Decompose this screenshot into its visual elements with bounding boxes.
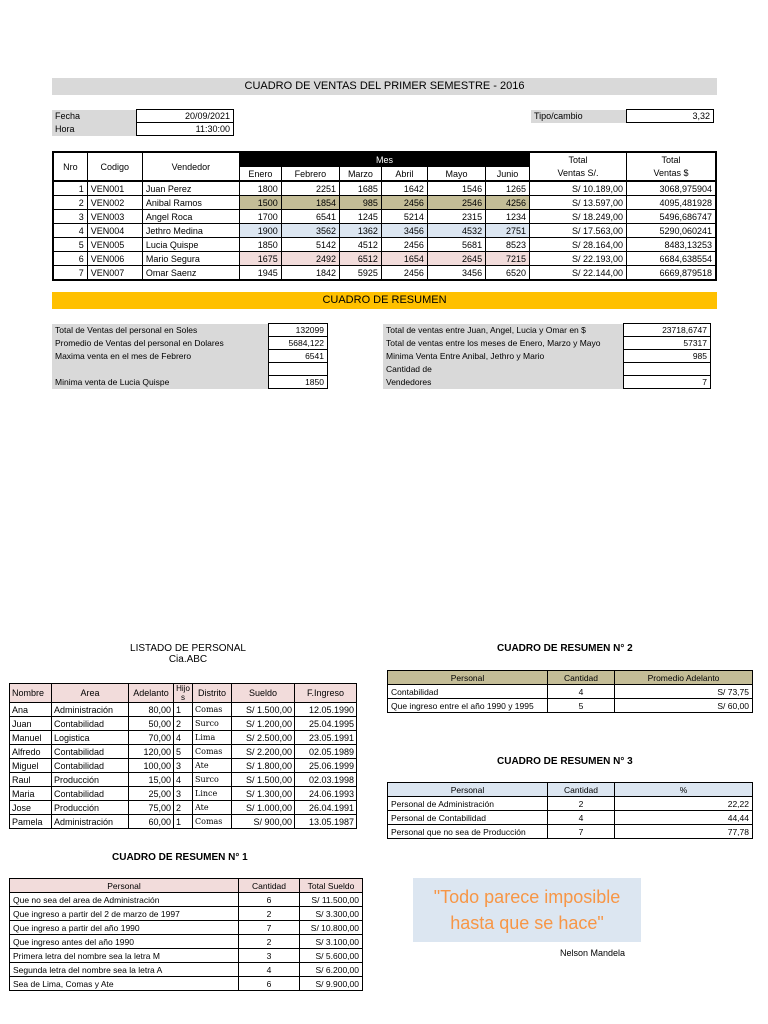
res1-row: [10, 977, 363, 991]
col-month: Febrero: [281, 167, 339, 182]
personal-cell: 25,00: [129, 787, 174, 801]
personal-cell: Miguel: [10, 759, 52, 773]
personal-header: Hijo s: [174, 684, 193, 703]
personal-cell: 50,00: [129, 717, 174, 731]
col-total-soles-top: Total: [530, 152, 627, 167]
personal-cell: S/ 1.200,00: [232, 717, 295, 731]
resumen-row: [52, 376, 328, 389]
res1-cell: S/ 9.900,00: [300, 977, 363, 991]
personal-row: [10, 815, 357, 829]
resumen-row: [52, 350, 328, 363]
personal-cell: 24.06.1993: [295, 787, 357, 801]
sales-table: [52, 151, 717, 281]
resumen-row: [52, 337, 328, 350]
col-month: Enero: [239, 167, 281, 182]
resumen-label: Total de Ventas del personal en Soles: [52, 324, 269, 337]
personal-cell: 1: [174, 703, 193, 717]
resumen-row: [383, 350, 711, 363]
resumen-value[interactable]: 1850: [269, 376, 328, 389]
sales-vendedor: Omar Saenz: [142, 266, 239, 281]
personal-cell: Lima: [193, 731, 232, 745]
resumen-value[interactable]: [624, 363, 711, 376]
personal-row: [10, 703, 357, 717]
personal-cell: Contabilidad: [52, 759, 129, 773]
res2-table: [387, 670, 753, 713]
res3-cell: 4: [548, 811, 615, 825]
res1-cell: Primera letra del nombre sea la letra M: [10, 949, 239, 963]
personal-cell: S/ 1.800,00: [232, 759, 295, 773]
sales-vendedor: Jethro Medina: [142, 224, 239, 238]
personal-cell: S/ 900,00: [232, 815, 295, 829]
sales-month-value: 4532: [427, 224, 485, 238]
res1-cell: Que ingreso a partir del 2 de marzo de 1997: [10, 907, 239, 921]
personal-header: Nombre: [10, 684, 52, 703]
res3-cell: Personal de Contabilidad: [388, 811, 548, 825]
personal-header: Distrito: [193, 684, 232, 703]
sales-total-dolares: 6684,638554: [627, 252, 716, 266]
quote-line-2: hasta que se hace": [450, 913, 604, 933]
res1-row: [10, 949, 363, 963]
res2-header: Promedio Adelanto: [615, 671, 753, 685]
resumen-value[interactable]: 985: [624, 350, 711, 363]
personal-row: [10, 801, 357, 815]
res1-cell: Que ingreso antes del año 1990: [10, 935, 239, 949]
tipo-cambio-block: [531, 109, 714, 123]
personal-row: [10, 787, 357, 801]
res1-row: [10, 921, 363, 935]
personal-cell: Juan: [10, 717, 52, 731]
personal-cell: Ate: [193, 759, 232, 773]
res3-cell: 22,22: [615, 797, 753, 811]
res1-cell: 6: [239, 893, 300, 907]
resumen-value[interactable]: [269, 363, 328, 376]
sales-vendedor: Anibal Ramos: [142, 196, 239, 210]
sales-month-value: 4256: [486, 196, 530, 210]
sales-row: [53, 181, 716, 196]
sales-row: [53, 238, 716, 252]
res1-cell: Que no sea del area de Administración: [10, 893, 239, 907]
resumen-label: [52, 363, 269, 376]
sales-vendedor: Lucia Quispe: [142, 238, 239, 252]
res1-cell: 3: [239, 949, 300, 963]
personal-cell: 120,00: [129, 745, 174, 759]
sales-month-value: 7215: [486, 252, 530, 266]
res2-header: Personal: [388, 671, 548, 685]
personal-cell: Comas: [193, 703, 232, 717]
sales-month-value: 1854: [281, 196, 339, 210]
sales-month-value: 985: [340, 196, 382, 210]
listado-title: [120, 643, 256, 665]
personal-cell: 13.05.1987: [295, 815, 357, 829]
sales-month-value: 2492: [281, 252, 339, 266]
sales-month-value: 1362: [340, 224, 382, 238]
res1-cell: S/ 5.600,00: [300, 949, 363, 963]
personal-cell: Administración: [52, 815, 129, 829]
fecha-label: Fecha: [52, 110, 137, 123]
personal-cell: S/ 1.300,00: [232, 787, 295, 801]
personal-header: F.Ingreso: [295, 684, 357, 703]
fecha-value[interactable]: 20/09/2021: [137, 110, 234, 123]
sales-month-value: 2456: [381, 196, 427, 210]
resumen-row: [383, 363, 711, 376]
personal-cell: 25.04.1995: [295, 717, 357, 731]
sales-month-value: 3456: [427, 266, 485, 281]
res3-cell: Personal que no sea de Producción: [388, 825, 548, 839]
sales-month-value: 1675: [239, 252, 281, 266]
personal-cell: Jose: [10, 801, 52, 815]
col-total-soles-bottom: Ventas S/.: [530, 167, 627, 182]
personal-cell: Lince: [193, 787, 232, 801]
personal-cell: 70,00: [129, 731, 174, 745]
personal-cell: Administración: [52, 703, 129, 717]
personal-cell: Alfredo: [10, 745, 52, 759]
res1-cell: 4: [239, 963, 300, 977]
sales-total-soles: S/ 28.164,00: [530, 238, 627, 252]
sales-total-dolares: 5290,060241: [627, 224, 716, 238]
personal-cell: Producción: [52, 773, 129, 787]
sales-total-soles: S/ 13.597,00: [530, 196, 627, 210]
sales-total-soles: S/ 10.189,00: [530, 181, 627, 196]
sales-month-value: 5925: [340, 266, 382, 281]
resumen-left: [52, 323, 328, 389]
personal-cell: Maria: [10, 787, 52, 801]
personal-cell: S/ 1.500,00: [232, 703, 295, 717]
sales-nro: 3: [53, 210, 87, 224]
sales-total-dolares: 8483,13253: [627, 238, 716, 252]
res3-title: CUADRO DE RESUMEN N° 3: [497, 756, 633, 767]
sales-vendedor: Juan Perez: [142, 181, 239, 196]
res3-row: [388, 825, 753, 839]
personal-cell: Ate: [193, 801, 232, 815]
sales-month-value: 5681: [427, 238, 485, 252]
sales-total-dolares: 6669,879518: [627, 266, 716, 281]
resumen-value[interactable]: 6541: [269, 350, 328, 363]
resumen-right: [383, 323, 711, 389]
resumen-row: [52, 363, 328, 376]
col-nro: Nro: [53, 152, 87, 181]
res1-row: [10, 963, 363, 977]
sales-month-value: 1900: [239, 224, 281, 238]
sales-month-value: 6512: [340, 252, 382, 266]
res3-cell: 77,78: [615, 825, 753, 839]
resumen-label: Total de ventas entre los meses de Enero, Marzo y Mayo: [383, 337, 624, 350]
res3-header: Cantidad: [548, 783, 615, 797]
res3-cell: 2: [548, 797, 615, 811]
personal-cell: 100,00: [129, 759, 174, 773]
sales-month-value: 1546: [427, 181, 485, 196]
personal-cell: S/ 1.000,00: [232, 801, 295, 815]
res1-cell: 2: [239, 907, 300, 921]
personal-row: [10, 759, 357, 773]
sales-month-value: 2751: [486, 224, 530, 238]
res3-cell: 44,44: [615, 811, 753, 825]
res1-header: Total Sueldo: [300, 879, 363, 893]
personal-cell: Surco: [193, 773, 232, 787]
sales-month-value: 1654: [381, 252, 427, 266]
sales-row: [53, 266, 716, 281]
res3-header: Personal: [388, 783, 548, 797]
personal-cell: S/ 2.200,00: [232, 745, 295, 759]
personal-cell: 4: [174, 773, 193, 787]
res3-cell: Personal de Administración: [388, 797, 548, 811]
sales-month-value: 8523: [486, 238, 530, 252]
sales-nro: 6: [53, 252, 87, 266]
sheet-title: CUADRO DE VENTAS DEL PRIMER SEMESTRE - 2016: [52, 78, 717, 95]
sales-vendedor: Angel Roca: [142, 210, 239, 224]
personal-cell: Raul: [10, 773, 52, 787]
sales-month-value: 1234: [486, 210, 530, 224]
sales-vendedor: Mario Segura: [142, 252, 239, 266]
personal-cell: Comas: [193, 815, 232, 829]
personal-row: [10, 745, 357, 759]
quote-box: [413, 878, 641, 942]
sales-row: [53, 210, 716, 224]
sales-nro: 7: [53, 266, 87, 281]
sales-month-value: 6541: [281, 210, 339, 224]
personal-header: Area: [52, 684, 129, 703]
sales-month-value: 1800: [239, 181, 281, 196]
sales-codigo: VEN001: [87, 181, 142, 196]
res1-table: [9, 878, 363, 991]
res1-cell: S/ 11.500,00: [300, 893, 363, 907]
personal-cell: 02.03.1998: [295, 773, 357, 787]
res1-cell: 2: [239, 935, 300, 949]
res1-header: Cantidad: [239, 879, 300, 893]
sales-codigo: VEN005: [87, 238, 142, 252]
sales-month-value: 5214: [381, 210, 427, 224]
col-total-dolares-top: Total: [627, 152, 716, 167]
resumen-label: Maxima venta en el mes de Febrero: [52, 350, 269, 363]
sales-row: [53, 224, 716, 238]
res3-table: [387, 782, 753, 839]
fecha-hora-block: [52, 109, 234, 136]
sales-row: [53, 196, 716, 210]
sales-codigo: VEN004: [87, 224, 142, 238]
tipo-cambio-label: Tipo/cambio: [531, 110, 627, 123]
sales-month-value: 1642: [381, 181, 427, 196]
resumen-label: Cantidad de: [383, 363, 624, 376]
personal-row: [10, 717, 357, 731]
sales-total-soles: S/ 22.144,00: [530, 266, 627, 281]
personal-cell: 80,00: [129, 703, 174, 717]
personal-header: Adelanto: [129, 684, 174, 703]
personal-cell: Contabilidad: [52, 787, 129, 801]
personal-cell: 25.06.1999: [295, 759, 357, 773]
sales-month-value: 1700: [239, 210, 281, 224]
sales-month-value: 2456: [381, 238, 427, 252]
res1-cell: Segunda letra del nombre sea la letra A: [10, 963, 239, 977]
personal-table: [9, 683, 357, 829]
personal-cell: S/ 1.500,00: [232, 773, 295, 787]
personal-cell: 15,00: [129, 773, 174, 787]
res1-cell: 6: [239, 977, 300, 991]
col-month: Mayo: [427, 167, 485, 182]
res3-cell: 7: [548, 825, 615, 839]
sales-month-value: 4512: [340, 238, 382, 252]
resumen-row: [383, 324, 711, 337]
resumen-row: [383, 337, 711, 350]
resumen-row: [52, 324, 328, 337]
sales-codigo: VEN007: [87, 266, 142, 281]
res2-header: Cantidad: [548, 671, 615, 685]
sales-month-value: 2645: [427, 252, 485, 266]
res2-cell: Que ingreso entre el año 1990 y 1995: [388, 699, 548, 713]
res2-title: CUADRO DE RESUMEN N° 2: [497, 643, 633, 654]
sales-total-dolares: 3068,975904: [627, 181, 716, 196]
resumen-value[interactable]: 7: [624, 376, 711, 389]
listado-title-2: Cia.ABC: [168, 654, 208, 665]
sales-total-dolares: 4095,481928: [627, 196, 716, 210]
resumen-row: [383, 376, 711, 389]
sales-month-value: 1685: [340, 181, 382, 196]
personal-cell: 1: [174, 815, 193, 829]
col-codigo: Codigo: [87, 152, 142, 181]
personal-cell: 3: [174, 759, 193, 773]
res1-cell: S/ 3.300,00: [300, 907, 363, 921]
res2-cell: 5: [548, 699, 615, 713]
res2-cell: Contabilidad: [388, 685, 548, 699]
res1-title: CUADRO DE RESUMEN N° 1: [112, 852, 248, 863]
sales-month-value: 5142: [281, 238, 339, 252]
sales-total-soles: S/ 22.193,00: [530, 252, 627, 266]
res1-row: [10, 907, 363, 921]
quote-author: Nelson Mandela: [560, 948, 626, 958]
sales-month-value: 1842: [281, 266, 339, 281]
sales-month-value: 3456: [381, 224, 427, 238]
res1-cell: 7: [239, 921, 300, 935]
sales-month-value: 1245: [340, 210, 382, 224]
resumen-label: Total de ventas entre Juan, Angel, Lucia y Omar en $: [383, 324, 624, 337]
sales-month-value: 2456: [381, 266, 427, 281]
resumen-label: Promedio de Ventas del personal en Dolares: [52, 337, 269, 350]
personal-cell: 5: [174, 745, 193, 759]
personal-cell: Pamela: [10, 815, 52, 829]
personal-cell: 02.05.1989: [295, 745, 357, 759]
sales-nro: 4: [53, 224, 87, 238]
sales-month-value: 6520: [486, 266, 530, 281]
personal-cell: Producción: [52, 801, 129, 815]
personal-row: [10, 773, 357, 787]
col-mes: Mes: [239, 152, 529, 167]
res2-cell: S/ 73,75: [615, 685, 753, 699]
col-month: Marzo: [340, 167, 382, 182]
resumen-value[interactable]: 23718,6747: [624, 324, 711, 337]
resumen-label: Vendedores: [383, 376, 624, 389]
res1-row: [10, 893, 363, 907]
sales-month-value: 2546: [427, 196, 485, 210]
sales-month-value: 1850: [239, 238, 281, 252]
res3-header: %: [615, 783, 753, 797]
sales-month-value: 2251: [281, 181, 339, 196]
sales-month-value: 1945: [239, 266, 281, 281]
personal-row: [10, 731, 357, 745]
res1-cell: S/ 3.100,00: [300, 935, 363, 949]
sales-row: [53, 252, 716, 266]
listado-title-1: LISTADO DE PERSONAL: [130, 643, 246, 654]
res1-cell: S/ 6.200,00: [300, 963, 363, 977]
sales-total-soles: S/ 18.249,00: [530, 210, 627, 224]
personal-cell: 12.05.1990: [295, 703, 357, 717]
sales-nro: 1: [53, 181, 87, 196]
personal-cell: 2: [174, 717, 193, 731]
resumen-value[interactable]: 57317: [624, 337, 711, 350]
tipo-cambio-value[interactable]: 3,32: [627, 110, 714, 123]
res1-row: [10, 935, 363, 949]
personal-header: Sueldo: [232, 684, 295, 703]
res1-header: Personal: [10, 879, 239, 893]
resumen-value[interactable]: 5684,122: [269, 337, 328, 350]
res2-row: [388, 699, 753, 713]
res2-cell: 4: [548, 685, 615, 699]
hora-label: Hora: [52, 123, 137, 136]
res3-row: [388, 797, 753, 811]
personal-cell: Manuel: [10, 731, 52, 745]
personal-cell: 3: [174, 787, 193, 801]
personal-cell: Ana: [10, 703, 52, 717]
col-total-dolares-bottom: Ventas $: [627, 167, 716, 182]
hora-value[interactable]: 11:30:00: [137, 123, 234, 136]
res2-cell: S/ 60,00: [615, 699, 753, 713]
col-month: Junio: [486, 167, 530, 182]
res1-cell: Que ingreso a partir del año 1990: [10, 921, 239, 935]
res3-row: [388, 811, 753, 825]
sales-month-value: 3562: [281, 224, 339, 238]
col-vendedor: Vendedor: [142, 152, 239, 181]
personal-cell: Comas: [193, 745, 232, 759]
personal-cell: 4: [174, 731, 193, 745]
personal-cell: 2: [174, 801, 193, 815]
sales-total-soles: S/ 17.563,00: [530, 224, 627, 238]
resumen-label: Minima venta de Lucia Quispe: [52, 376, 269, 389]
personal-cell: 23.05.1991: [295, 731, 357, 745]
resumen-value[interactable]: 132099: [269, 324, 328, 337]
personal-cell: 60,00: [129, 815, 174, 829]
personal-cell: S/ 2.500,00: [232, 731, 295, 745]
res2-row: [388, 685, 753, 699]
resumen-label: Minima Venta Entre Anibal, Jethro y Mario: [383, 350, 624, 363]
sales-codigo: VEN006: [87, 252, 142, 266]
sales-month-value: 2315: [427, 210, 485, 224]
sales-codigo: VEN003: [87, 210, 142, 224]
sales-month-value: 1500: [239, 196, 281, 210]
personal-cell: Logistica: [52, 731, 129, 745]
sales-month-value: 1265: [486, 181, 530, 196]
personal-cell: 26.04.1991: [295, 801, 357, 815]
res1-cell: S/ 10.800,00: [300, 921, 363, 935]
sales-total-dolares: 5496,686747: [627, 210, 716, 224]
col-month: Abril: [381, 167, 427, 182]
sales-nro: 2: [53, 196, 87, 210]
personal-cell: Surco: [193, 717, 232, 731]
quote-line-1: "Todo parece imposible: [433, 887, 621, 907]
sales-nro: 5: [53, 238, 87, 252]
res1-cell: Sea de Lima, Comas y Ate: [10, 977, 239, 991]
personal-cell: Contabilidad: [52, 745, 129, 759]
personal-cell: Contabilidad: [52, 717, 129, 731]
personal-cell: 75,00: [129, 801, 174, 815]
resumen-title: CUADRO DE RESUMEN: [52, 292, 717, 309]
sales-codigo: VEN002: [87, 196, 142, 210]
